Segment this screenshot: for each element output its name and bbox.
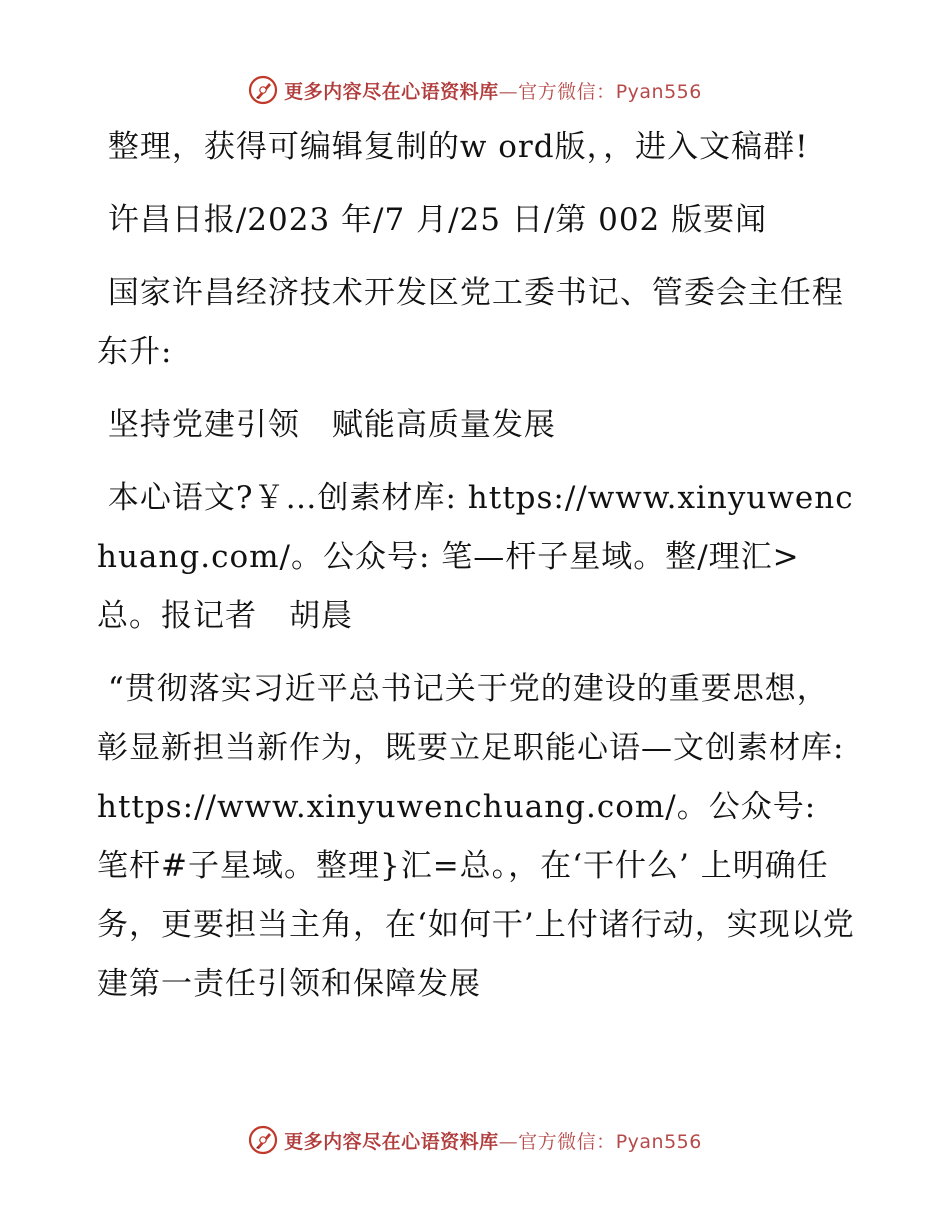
footer-banner-wechat-id: Pyan556 xyxy=(615,1130,702,1153)
document-body xyxy=(97,118,857,1028)
header-banner-official: 官方微信： xyxy=(518,80,616,103)
footer-banner xyxy=(0,1120,950,1160)
header-banner xyxy=(0,70,950,110)
footer-banner-dash: — xyxy=(498,1130,519,1153)
document-paragraph: 坚持党建引领 赋能高质量发展 xyxy=(97,407,556,443)
document-paragraph: “贯彻落实习近平总书记关于党的建设的重要思想，彰显新担当新作为，既要立足职能心语—文创素材库: https://www.xinyuwenchuang.com/。公众号: 笔杆#子星域。整理}汇=总。，在‘干什么’ 上明确任务，更要担当主角，在‘如何干’上付诸行动，实现以党建第一责任引领和保障发展 xyxy=(97,671,856,1002)
header-banner-wechat-id: Pyan556 xyxy=(615,80,702,103)
quill-pen-logo-icon xyxy=(248,75,278,105)
header-banner-lead: 更多内容尽在心语资料库 xyxy=(284,80,499,103)
header-banner-dash: — xyxy=(498,80,519,103)
document-paragraph: 国家许昌经济技术开发区党工委书记、管委会主任程东升: xyxy=(97,275,844,370)
footer-banner-text xyxy=(284,1127,702,1154)
header-banner-inner xyxy=(248,75,702,105)
footer-banner-official: 官方微信： xyxy=(518,1130,616,1153)
document-paragraph: 整理，获得可编辑复制的w ord版，，进入文稿群! xyxy=(97,129,809,165)
footer-banner-lead: 更多内容尽在心语资料库 xyxy=(284,1130,499,1153)
document-paragraph: 许昌日报/2023 年/7 月/25 日/第 002 版要闻 xyxy=(97,202,768,238)
quill-pen-logo-icon xyxy=(248,1125,278,1155)
header-banner-text xyxy=(284,77,702,104)
footer-banner-inner xyxy=(248,1125,702,1155)
document-paragraph: 本心语文?￥…创素材库: https://www.xinyuwenchuang.com/。公众号: 笔—杆子星域。整/理汇>总。报记者 胡晨 xyxy=(97,480,854,634)
